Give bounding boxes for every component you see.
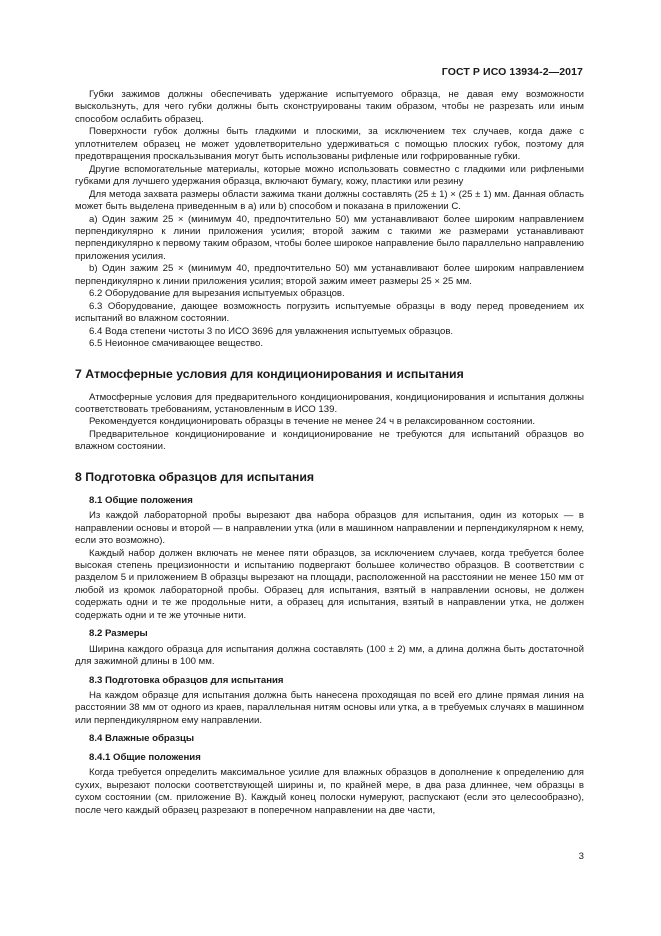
paragraph: Предварительное кондиционирование и кондиционирование не требуются для испытаний образцов во влажном состоянии.: [75, 428, 584, 453]
paragraph: Атмосферные условия для предварительного кондиционирования, кондиционирования и испытания должны соответствовать требованиям, установленным в ИСО 139.: [75, 391, 584, 415]
clause-6-3: 6.3 Оборудование, дающее возможность погрузить испытуемые образцы в воду перед проведением их испытаний во влажном состоянии.: [75, 300, 584, 325]
clause-6-2: 6.2 Оборудование для вырезания испытуемых образцов.: [89, 288, 345, 300]
section-8-1-heading: 8.1 Общие положения: [89, 494, 193, 506]
section-8-4-heading: 8.4 Влажные образцы: [89, 733, 195, 745]
paragraph: Другие вспомогательные материалы, которые можно использовать совместно с гладкими или рифлеными губками для лучшего удержания образца, включают бумагу, кожу, пластики или резину: [75, 163, 584, 188]
clause-6-5: 6.5 Неионное смачивающее вещество.: [89, 338, 264, 350]
section-8-2-heading: 8.2 Размеры: [89, 628, 148, 640]
list-item-b: b) Один зажим 25 × (минимум 40, предпочтительно 50) мм устанавливают более широким направлением перпендикулярно к линии приложения усилия; второй зажим имеет размеры 25 × 25 мм.: [75, 263, 584, 287]
page-number: 3: [578, 851, 584, 862]
page-content: [75, 89, 584, 817]
paragraph: Из каждой лабораторной пробы вырезают два набора образцов для испытания, один из которых — в направлении основы и второй — в направлении утка (или в машинном направлении и перпендикулярном к нему, если это возможно).: [75, 510, 584, 547]
document-code-header: ГОСТ Р ИСО 13934-2—2017: [441, 66, 583, 78]
section-8-3-heading: 8.3 Подготовка образцов для испытания: [89, 674, 284, 686]
list-item-a: a) Один зажим 25 × (минимум 40, предпочтительно 50) мм устанавливают более широким направлением перпендикулярно к линии приложения усилия; второй зажим с такими же размерами устанавливают перпендикулярно к первому таким образом, чтобы более широкое направление было параллельно направлению приложения усилия.: [75, 213, 584, 262]
paragraph: На каждом образце для испытания должна быть нанесена проходящая по всей его длине прямая линия на расстоянии 38 мм от одного из краев, параллельная нитям основы или утка, а в требуемых случаях в машинном или перпендикулярном ему направлении.: [75, 689, 584, 726]
paragraph: Поверхности губок должны быть гладкими и плоскими, за исключением тех случаев, когда даже с уплотнителем образец не может удовлетворительно удерживаться с помощью плоских губок, поэтому для предотвращения проскальзывания могут быть использованы рифленые или гофрированные губки.: [75, 126, 584, 163]
paragraph: Каждый набор должен включать не менее пяти образцов, за исключением случаев, когда требуется более высокая степень прецизионности и испытанию подвергают большее количество образцов. В соответствии с разделом 5 и приложением B образцы вырезают на площади, расположенной на расстоянии не менее 150 мм от любой из кромок лабораторной пробы. Образец для испытания, взятый в направлении основы, не должен содержать одни и те же продольные нити, а образец для испытания, взятый в направлении утка, не должен содержать одни и те же уточные нити.: [75, 547, 584, 621]
paragraph: Для метода захвата размеры области зажима ткани должны составлять (25 ± 1) × (25 ± 1) мм. Данная область может быть выделена приведенным в a) или b) способом и показана в приложении C.: [75, 188, 584, 213]
paragraph: Когда требуется определить максимальное усилие для влажных образцов в дополнение к определению для сухих, вырезают полоски соответствующей ширины и, по крайней мере, в два раза длиннее, чем образцы в сухом состоянии (см. приложение B). Каждый конец полоски нумеруют, распускают (если это целесообразно), после чего каждый образец разрезают в поперечном направлении на две части,: [75, 767, 584, 816]
clause-6-4: 6.4 Вода степени чистоты 3 по ИСО 3696 для увлажнения испытуемых образцов.: [89, 325, 454, 337]
paragraph: Губки зажимов должны обеспечивать удержание испытуемого образца, не давая ему возможности выскользнуть, для чего губки должны быть сконструированы таким образом, чтобы не разрезать или иным способом ослабить образец.: [75, 89, 584, 125]
section-7-heading: 7 Атмосферные условия для кондиционирования и испытания: [75, 366, 464, 381]
section-8-heading: 8 Подготовка образцов для испытания: [75, 469, 315, 484]
paragraph: Рекомендуется кондиционировать образцы в течение не менее 24 ч в релаксированном состоянии.: [89, 416, 536, 428]
paragraph: Ширина каждого образца для испытания должна составлять (100 ± 2) мм, а длина должна быть достаточной для зажимной длины в 100 мм.: [75, 643, 584, 668]
section-8-4-1-heading: 8.4.1 Общие положения: [89, 751, 201, 763]
